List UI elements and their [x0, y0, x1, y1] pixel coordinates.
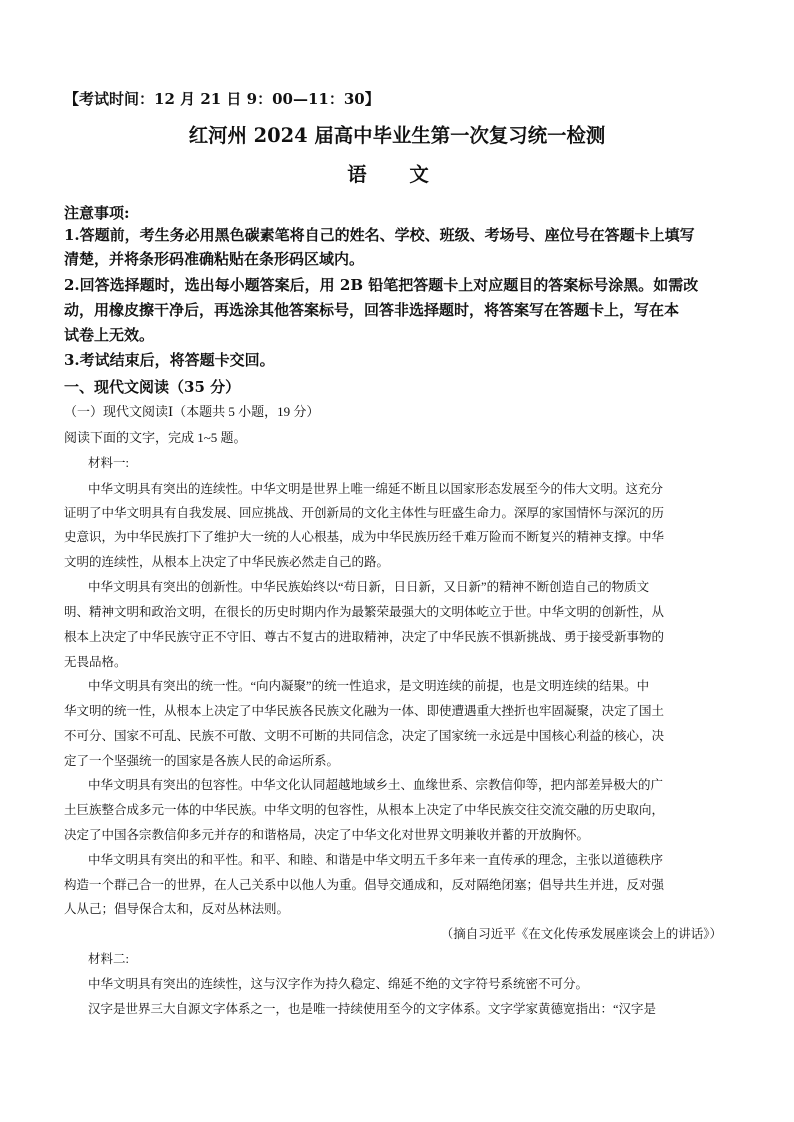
body-line: 人从己；倡导保合太和，反对丛林法则。 [64, 902, 290, 916]
body-line: 决定了中国各宗教信仰多元并存的和谐格局，决定了中华文化对世界文明兼收并蓄的开放胸怀。 [64, 828, 590, 842]
body-line: 中华文明具有突出的连续性。中华文明是世界上唯一绵延不断且以国家形态发展至今的伟大文明。这充分 [88, 482, 664, 496]
source-caption: （摘自习近平《在文化传承发展座谈会上的讲话》） [440, 927, 722, 941]
notice-line: 3.考试结束后，将答题卡交回。 [64, 351, 275, 369]
material-label: 材料一: [88, 456, 129, 470]
body-line: 文明的连续性，从根本上决定了中华民族必然走自己的路。 [64, 555, 390, 569]
body-line: 中华文明具有突出的创新性。中华民族始终以“苟日新，日日新，又日新”的精神不断创造自己的物质文 [88, 580, 650, 594]
body-line: 中华文明具有突出的连续性，这与汉字作为持久稳定、绵延不绝的文字符号系统密不可分。 [88, 977, 589, 991]
body-line: 中华文明具有突出的统一性。“向内凝聚”的统一性追求，是文明连续的前提，也是文明连续的结果。中 [88, 679, 650, 693]
notice-line: 试卷上无效。 [64, 326, 155, 344]
body-line: 史意识，为中华民族打下了维护大一统的人心根基，成为中华民族历经千难万险而不断复兴的精神支撑。中华 [64, 530, 665, 544]
body-line: 中华文明具有突出的包容性。中华文化认同超越地域乡土、血缘世系、宗教信仰等，把内部差异极大的广 [88, 778, 664, 792]
body-line: 定了一个坚强统一的国家是各族人民的命运所系。 [64, 754, 340, 768]
body-line: 华文明的统一性，从根本上决定了中华民族各民族文化融为一体、即使遭遇重大挫折也牢固凝聚，决定了国土 [64, 704, 665, 718]
section-heading: 一、现代文阅读（35 分） [64, 378, 241, 396]
notice-line: 清楚，并将条形码准确粘贴在条形码区域内。 [64, 250, 365, 268]
exam-time: 【考试时间：12 月 21 日 9：00—11：30】 [64, 90, 380, 108]
notice-line: 1.答题前，考生务必用黑色碳素笔将自己的姓名、学校、班级、考场号、座位号在答题卡上填写 [64, 226, 695, 244]
body-line: 明、精神文明和政治文明，在很长的历史时期内作为最繁荣最强大的文明体屹立于世。中华文明的创新性，从 [64, 605, 665, 619]
notice-heading: 注意事项: [64, 204, 130, 222]
notice-line: 动，用橡皮擦干净后，再选涂其他答案标号，回答非选择题时，将答案写在答题卡上，写在本 [64, 301, 680, 319]
body-line: 中华文明具有突出的和平性。和平、和睦、和谐是中华文明五千多年来一直传承的理念，主张以道德秩序 [88, 853, 664, 867]
body-line: 构造一个群己合一的世界，在人己关系中以他人为重。倡导交通成和，反对隔绝闭塞；倡导共生并进，反对强 [64, 878, 665, 892]
body-line: 不可分、国家不可乱、民族不可散、文明不可断的共同信念，决定了国家统一永远是中国核心利益的核心，决 [64, 729, 665, 743]
subject-title: 语 文 [347, 163, 447, 186]
body-line: 根本上决定了中华民族守正不守旧、尊古不复古的进取精神，决定了中华民族不惧新挑战、勇于接受新事物的 [64, 630, 665, 644]
material-label: 材料二: [88, 952, 129, 966]
notice-line: 2.回答选择题时，选出每小题答案后，用 2B 铅笔把答题卡上对应题目的答案标号涂黑。如需改 [64, 276, 699, 294]
body-line: 汉字是世界三大自源文字体系之一，也是唯一持续使用至今的文字体系。文字学家黄德宽指出：“汉字是 [88, 1002, 657, 1016]
body-line: 无畏品格。 [64, 655, 127, 669]
exam-title: 红河州 2024 届高中毕业生第一次复习统一检测 [188, 124, 606, 147]
section-subheading: （一）现代文阅读Ⅰ（本题共 5 小题，19 分） [64, 404, 320, 419]
body-line: 土巨族整合成多元一体的中华民族。中华文明的包容性，从根本上决定了中华民族交往交流交融的历史取向， [64, 803, 665, 817]
body-line: 证明了中华文明具有自我发展、回应挑战、开创新局的文化主体性与旺盛生命力。深厚的家国情怀与深沉的历 [64, 506, 665, 520]
reading-instruction: 阅读下面的文字，完成 1~5 题。 [64, 430, 247, 445]
